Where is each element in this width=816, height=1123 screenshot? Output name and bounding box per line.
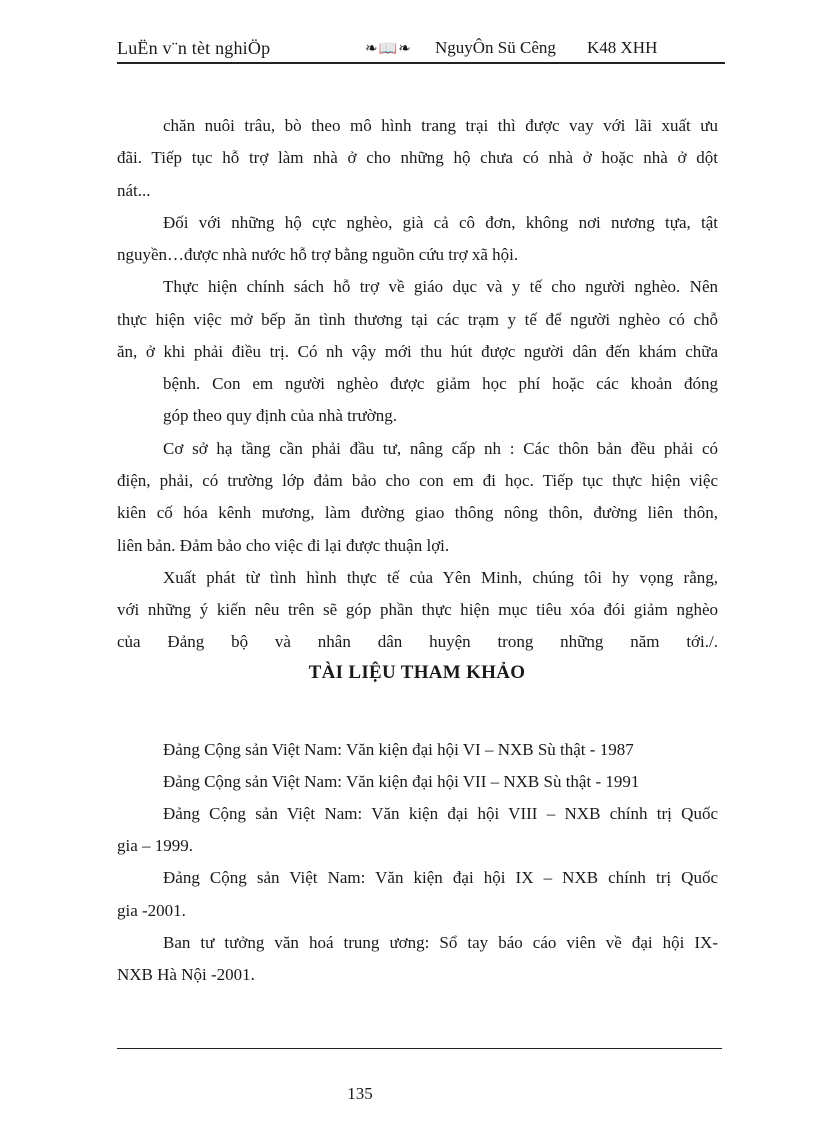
- reference-line: NXB Hà Nội -2001.: [117, 965, 255, 984]
- reference-line: gia – 1999.: [117, 836, 194, 855]
- body-line: liên bản. Đảm bảo cho việc đi lại được thuận lợi.: [117, 536, 450, 555]
- reference-line: Đảng Cộng sản Việt Nam: Văn kiện đại hội IX – NXB chính trị Quốc: [163, 868, 718, 887]
- body-line: đãi. Tiếp tục hỗ trợ làm nhà ở cho những hộ chưa có nhà ở hoặc nhà ở dột: [117, 148, 718, 167]
- body-line: ăn, ở khi phải điều trị. Có nh vậy mới thu hút được người dân đến khám chữa: [117, 342, 718, 361]
- reference-line: Đảng Cộng sản Việt Nam: Văn kiện đại hội VII – NXB Sù thật - 1991: [163, 772, 640, 791]
- reference-line: Đảng Cộng sản Việt Nam: Văn kiện đại hội VIII – NXB chính trị Quốc: [163, 804, 718, 823]
- body-line: của Đảng bộ và nhân dân huyện trong những năm tới./.: [117, 632, 718, 651]
- reference-line: gia -2001.: [117, 901, 186, 920]
- header-class: K48 XHH: [587, 38, 658, 57]
- header-author: NguyÔn Sü Cêng: [435, 38, 556, 57]
- body-line: Cơ sở hạ tầng cần phải đầu tư, nâng cấp nh : Các thôn bản đều phải có: [163, 439, 718, 458]
- footer-divider: [117, 1048, 722, 1049]
- references-title: TÀI LIỆU THAM KHẢO: [308, 662, 526, 683]
- header-thesis-label: LuËn v¨n tèt nghiÖp: [117, 38, 271, 58]
- header-ornament-icon: ❧📖❧: [365, 41, 412, 57]
- body-line: nguyền…được nhà nước hỗ trợ bằng nguồn cứu trợ xã hội.: [117, 245, 519, 264]
- body-line: Thực hiện chính sách hỗ trợ về giáo dục và y tế cho người nghèo. Nên: [163, 277, 718, 296]
- reference-line: Đảng Cộng sản Việt Nam: Văn kiện đại hội VI – NXB Sù thật - 1987: [163, 740, 634, 759]
- body-line: điện, phải, có trường lớp đảm bảo cho con em đi học. Tiếp tục thực hiện việc: [117, 471, 718, 490]
- body-line: thực hiện việc mở bếp ăn tình thương tại các trạm y tế để người nghèo có chỗ: [117, 310, 718, 329]
- page-number: 135: [347, 1084, 373, 1103]
- body-line: bệnh. Con em người nghèo được giảm học phí hoặc các khoản đóng: [163, 374, 718, 393]
- body-line: nát...: [117, 181, 151, 200]
- body-line: Đối với những hộ cực nghèo, già cả cô đơn, không nơi nương tựa, tật: [163, 213, 718, 232]
- reference-line: Ban tư tưởng văn hoá trung ương: Sổ tay báo cáo viên về đại hội IX-: [163, 933, 718, 952]
- body-line: kiên cố hóa kênh mương, làm đường giao thông nông thôn, đường liên thôn,: [117, 503, 718, 522]
- body-line: góp theo quy định của nhà trường.: [163, 406, 397, 425]
- running-header: [117, 38, 725, 64]
- body-line: chăn nuôi trâu, bò theo mô hình trang trại thì được vay với lãi xuất ưu: [163, 116, 718, 135]
- body-line: Xuất phát từ tình hình thực tế của Yên Minh, chúng tôi hy vọng rằng,: [163, 568, 718, 587]
- body-line: với những ý kiến nêu trên sẽ góp phần thực hiện mục tiêu xóa đói giảm nghèo: [117, 600, 718, 619]
